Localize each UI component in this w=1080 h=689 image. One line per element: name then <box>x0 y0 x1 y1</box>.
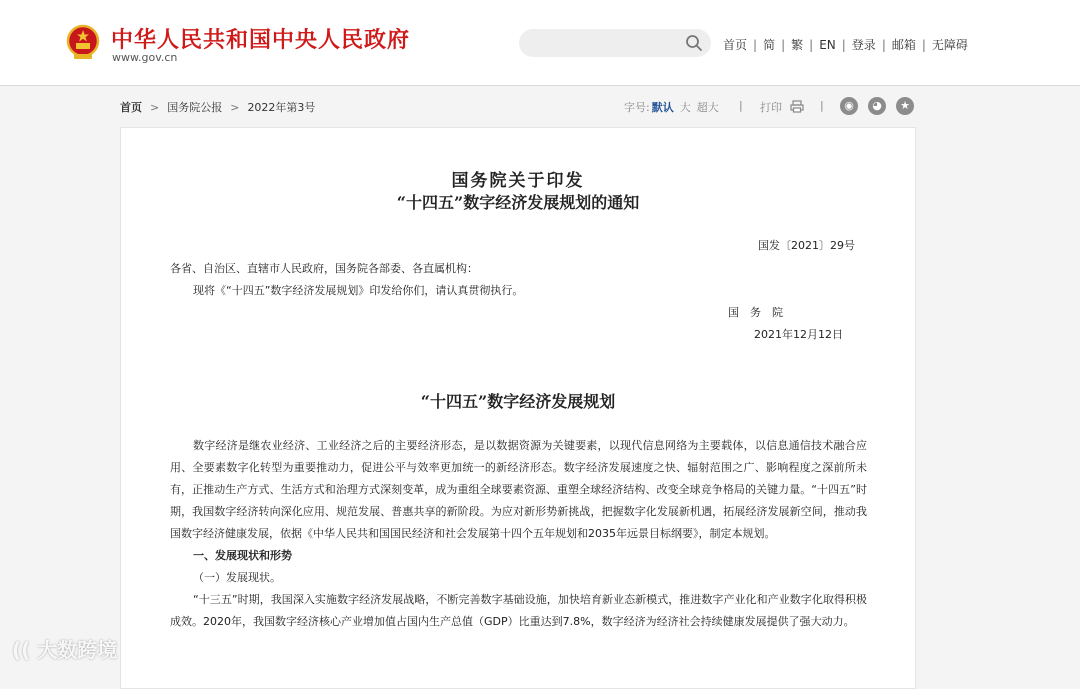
section-heading: 一、发展现状和形势 <box>193 549 292 562</box>
printer-icon <box>790 100 804 113</box>
nav-separator: | <box>881 38 886 52</box>
article-toolbar <box>120 95 914 117</box>
font-size-large[interactable]: 大 <box>679 101 691 114</box>
font-size-label: 字号: <box>624 101 650 114</box>
notice-title-line2: “十四五”数字经济发展规划的通知 <box>396 193 640 212</box>
breadcrumb-issue[interactable]: 2022年第3号 <box>247 101 316 114</box>
subsection-heading: （一）发展现状。 <box>193 571 281 584</box>
watermark-logo <box>12 634 117 663</box>
document-number: 国发〔2021〕29号 <box>758 239 855 252</box>
search-input[interactable] <box>519 29 711 57</box>
chevron-right-icon: > <box>230 101 240 114</box>
breadcrumb-gazette[interactable]: 国务院公报 <box>167 101 223 114</box>
issue-date: 2021年12月12日 <box>754 328 843 341</box>
font-size-default[interactable]: 默认 <box>651 101 674 114</box>
nav-separator: | <box>753 38 758 52</box>
watermark-text: 大数跨境 <box>37 638 118 662</box>
nav-separator: | <box>781 38 786 52</box>
nav-english[interactable]: EN <box>819 38 836 52</box>
toolbar-divider: | <box>820 99 824 112</box>
search-icon[interactable] <box>685 34 703 52</box>
national-emblem-icon[interactable] <box>65 24 101 62</box>
nav-home[interactable]: 首页 <box>723 38 748 52</box>
nav-separator: | <box>841 38 846 52</box>
nav-separator: | <box>921 38 926 52</box>
nav-traditional[interactable]: 繁 <box>791 38 804 52</box>
print-label: 打印 <box>760 101 782 114</box>
toolbar-divider: | <box>739 99 743 112</box>
breadcrumb <box>120 99 315 115</box>
favorite-star-icon[interactable]: ★ <box>896 97 914 115</box>
nav-mail[interactable]: 邮箱 <box>891 38 916 52</box>
site-name[interactable]: 中华人民共和国中央人民政府 <box>111 28 411 53</box>
chevron-right-icon: > <box>150 101 160 114</box>
weibo-share-icon[interactable]: ◉ <box>840 97 858 115</box>
site-url[interactable]: www.gov.cn <box>112 51 178 64</box>
breadcrumb-home[interactable]: 首页 <box>120 101 142 114</box>
nav-simplified[interactable]: 简 <box>763 38 776 52</box>
site-header <box>0 0 1080 86</box>
paragraph: “十三五”时期，我国深入实施数字经济发展战略，不断完善数字基础设施，加快培育新业态新模式，推进数字产业化和产业数字化取得积极成效。2020年，我国数字经济核心产业增加值占国内生产总值（GDP）比重达到7.8%，数字经济为经济社会持续健康发展提供了强大动力。 <box>170 593 867 628</box>
wechat-share-icon[interactable]: ◕ <box>868 97 886 115</box>
print-button[interactable] <box>760 99 804 115</box>
notice-title-line1: 国务院关于印发 <box>451 171 585 191</box>
plan-title: “十四五”数字经济发展规划 <box>420 392 616 411</box>
nav-separator: | <box>809 38 814 52</box>
recipients-line: 各省、自治区、直辖市人民政府，国务院各部委、各直属机构： <box>170 262 478 275</box>
font-size-control <box>624 99 725 115</box>
font-size-xlarge[interactable]: 超大 <box>696 101 719 114</box>
nav-login[interactable]: 登录 <box>851 38 876 52</box>
instruction-line: 现将《“十四五”数字经济发展规划》印发给你们，请认真贯彻执行。 <box>193 284 524 297</box>
document-body <box>170 435 867 633</box>
document-paper <box>120 127 916 689</box>
top-nav <box>723 36 968 53</box>
issuer-name: 国 务 院 <box>728 306 783 319</box>
watermark-icon: (( <box>12 638 38 662</box>
paragraph: 数字经济是继农业经济、工业经济之后的主要经济形态，是以数据资源为关键要素，以现代信息网络为主要载体，以信息通信技术融合应用、全要素数字化转型为重要推动力，促进公平与效率更加统一的新经济形态。数字经济发展速度之快、辐射范围之广、影响程度之深前所未有，正推动生产方式、生活方式和治理方式深刻变革，成为重组全球要素资源、重塑全球经济结构、改变全球竞争格局的关键力量。“十四五”时期，我国数字经济转向深化应用、规范发展、普惠共享的新阶段。为应对新形势新挑战，把握数字化发展新机遇，拓展经济发展新空间，推动我国数字经济健康发展，依据《中华人民共和国国民经济和社会发展第十四个五年规划和2035年远景目标纲要》，制定本规划。 <box>170 439 867 540</box>
nav-accessibility[interactable]: 无障碍 <box>931 38 968 52</box>
